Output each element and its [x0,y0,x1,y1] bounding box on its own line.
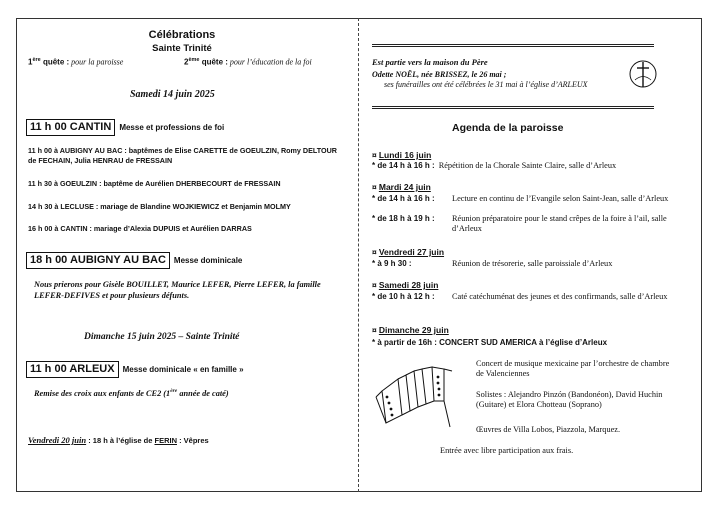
mass-arleux [26,361,244,378]
column-divider [358,18,359,492]
event-item: 11 h 30 à GOEULZIN : baptême de Aurélien DHERBECOURT de FRESSAIN [28,179,281,188]
agenda-date-vendredi: ¤ Vendredi 27 juin [372,247,445,257]
obituary-funeral: ses funérailles ont été célébrées le 31 mai à l’église d’ARLEUX [384,80,588,89]
mass-aubigny-time: 18 h 00 AUBIGNY AU BAC [26,252,170,269]
concert-works: Œuvres de Villa Lobos, Piazzola, Marquez. [476,425,621,434]
obituary-heading: Est partie vers la maison du Père [372,57,488,67]
mass-cantin [26,119,224,136]
accordion-icon [372,357,464,441]
separator-line [372,44,654,47]
mass-arleux-time: 11 h 00 ARLEUX [26,361,119,378]
croix-note: Remise des croix aux enfants de CE2 (1ère année de caté) [34,388,229,398]
agenda-date-dimanche: ¤ Dimanche 29 juin [372,325,449,335]
cross-icon [626,58,660,90]
mass-cantin-time: 11 h 00 CANTIN [26,119,115,136]
mass-aubigny-text: Messe dominicale [173,255,243,265]
event-item: 16 h 00 à CANTIN : mariage d’Alexia DUPUIS et Aurélien DARRAS [28,224,252,233]
obituary-name: Odette NOËL, née BRISSEZ, le 26 mai ; [372,70,507,79]
sunday-heading: Dimanche 15 juin 2025 – Sainte Trinité [84,332,240,342]
celebrations-subtitle: Sainte Trinité [152,43,212,54]
concert-desc: Concert de musique mexicaine par l’orchestre de chambre de Valenciennes [476,359,670,379]
quete-1: 1ère quête : pour la paroisse [28,57,124,67]
prayer-intentions: Nous prierons pour Gisèle BOUILLET, Maurice LEFER, Pierre LEFER, la famille LEFER-DEFIVES et pour plusieurs défunts. [34,280,321,301]
concert-soloists: Solistes : Alejandro Pinzón (Bandonéon), David Huchin (Guitare) et Elora Chotteau (Soprano) [476,390,663,410]
agenda-row: * de 18 h à 19 h : Réunion préparatoire pour le stand crêpes de la foire à l’ail, salle d’Arleux [372,214,667,234]
agenda-row: * à 9 h 30 : Réunion de trésorerie, salle paroissiale d’Arleux [372,259,613,268]
celebrations-title: Célébrations [148,29,216,41]
agenda-date-mardi: ¤ Mardi 24 juin [372,182,431,192]
agenda-title: Agenda de la paroisse [452,122,564,134]
agenda-date-lundi: ¤ Lundi 16 juin [372,150,432,160]
mass-arleux-text: Messe dominicale « en famille » [122,364,244,374]
event-item: 14 h 30 à LECLUSE : mariage de Blandine WOJKIEWICZ et Benjamin MOLMY [28,202,291,211]
separator-line [372,106,654,109]
concert-line: * à partir de 16h : CONCERT SUD AMERICA à l’église d’Arleux [372,338,608,347]
mass-cantin-text: Messe et professions de foi [119,122,225,132]
agenda-row: * de 10 h à 12 h : Caté catéchuménat des jeunes et des confirmands, salle d’Arleux [372,292,668,301]
mass-aubigny [26,252,242,269]
concert-entry: Entrée avec libre participation aux frais. [440,446,574,455]
event-item: 11 h 00 à AUBIGNY AU BAC : baptêmes de Elise CARETTE de GOEULZIN, Romy DELTOUR de FECHAIN, Julia HENRAU de FRESSAIN [28,146,337,165]
saturday-heading: Samedi 14 juin 2025 [130,89,215,100]
quete-2: 2ème quête : pour l’éducation de la foi [184,57,312,67]
agenda-row: * de 14 h à 16 h : Lecture en continu de l’Evangile selon Saint-Jean, salle d’Arleux [372,194,669,203]
agenda-row: * de 14 h à 16 h : Répétition de la Chorale Sainte Claire, salle d’Arleux [372,161,617,170]
agenda-date-samedi: ¤ Samedi 28 juin [372,280,439,290]
vepres-line: Vendredi 20 juin : 18 h à l’église de FERIN : Vêpres [28,435,209,445]
